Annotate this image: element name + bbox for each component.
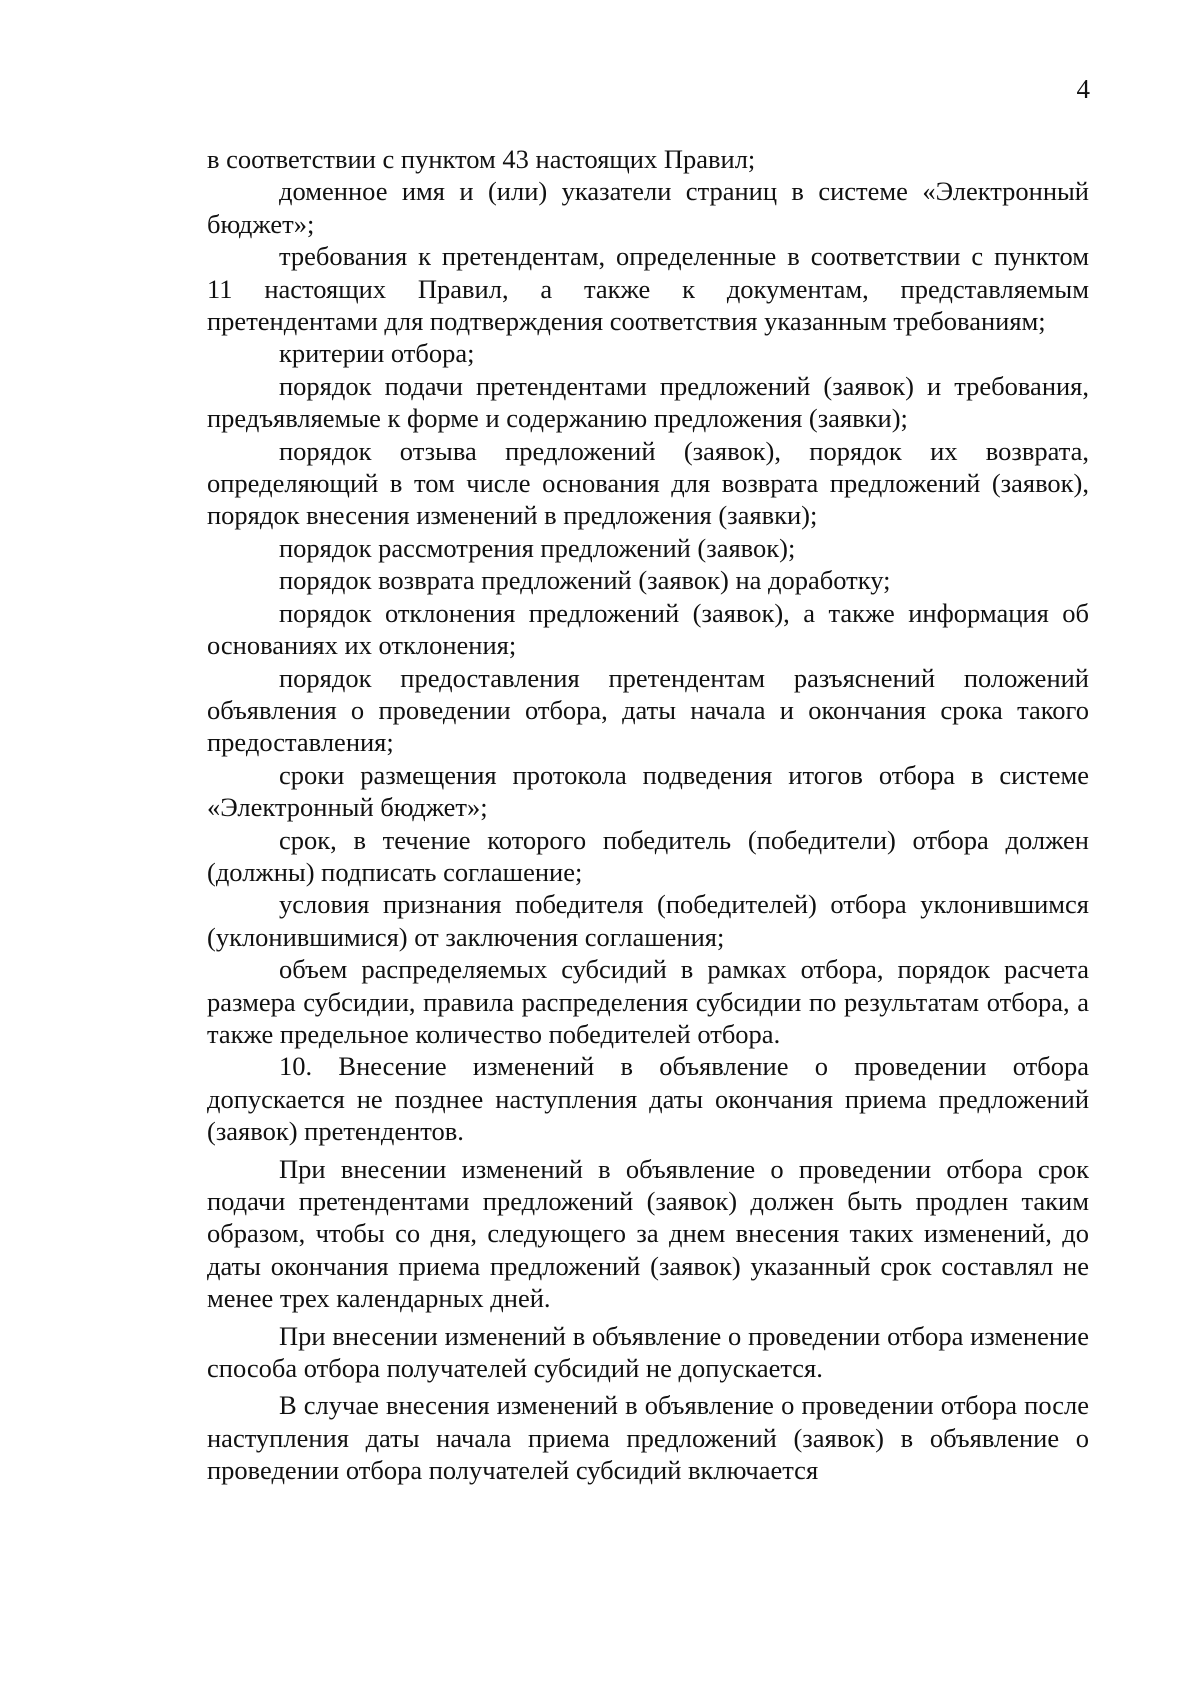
- paragraph: в соответствии с пунктом 43 настоящих Правил;: [207, 144, 756, 174]
- paragraph: В случае внесения изменений в объявление о проведении отбора после наступления даты начала приема предложений (заявок) в объявление о проведении отбора получателей субсидий включается: [207, 1390, 1089, 1486]
- paragraph: критерии отбора;: [279, 338, 475, 369]
- paragraph: порядок отзыва предложений (заявок), порядок их возврата, определяющий в том числе основания для возврата предложений (заявок), порядок внесения изменений в предложения (заявки);: [207, 435, 1089, 531]
- paragraph: требования к претендентам, определенные в соответствии с пунктом 11 настоящих Правил, а также к документам, представляемым претендентами для подтверждения соответствия указанным требованиям;: [207, 241, 1089, 337]
- paragraph: порядок подачи претендентами предложений (заявок) и требования, предъявляемые к форме и содержанию предложения (заявки);: [207, 370, 1089, 434]
- paragraph: При внесении изменений в объявление о проведении отбора изменение способа отбора получателей субсидий не допускается.: [207, 1320, 1089, 1384]
- paragraph: 10. Внесение изменений в объявление о проведении отбора допускается не позднее наступления даты окончания приема предложений (заявок) претендентов.: [207, 1051, 1089, 1147]
- paragraph: условия признания победителя (победителей) отбора уклонившимся (уклонившимися) от заключения соглашения;: [207, 889, 1089, 952]
- paragraph: При внесении изменений в объявление о проведении отбора срок подачи претендентами предложений (заявок) должен быть продлен таким образом, чтобы со дня, следующего за днем внесения таких изменений, до даты окончания приема предложений (заявок) указанный срок составлял не менее трех календарных дней.: [207, 1153, 1089, 1314]
- paragraph: порядок рассмотрения предложений (заявок);: [279, 532, 796, 563]
- paragraph: доменное имя и (или) указатели страниц в системе «Электронный бюджет»;: [207, 176, 1089, 239]
- paragraph: порядок возврата предложений (заявок) на доработку;: [279, 565, 891, 596]
- paragraph: срок, в течение которого победитель (победители) отбора должен (должны) подписать соглашение;: [207, 824, 1089, 887]
- page-number: 4: [1076, 74, 1090, 104]
- paragraph: сроки размещения протокола подведения итогов отбора в системе «Электронный бюджет»;: [207, 759, 1089, 823]
- paragraph: объем распределяемых субсидий в рамках отбора, порядок расчета размера субсидии, правила распределения субсидии по результатам отбора, а также предельное количество победителей отбора.: [207, 954, 1089, 1049]
- paragraph: порядок предоставления претендентам разъяснений положений объявления о проведении отбора, даты начала и окончания срока такого предоставления;: [207, 662, 1089, 758]
- paragraph: порядок отклонения предложений (заявок), а также информация об основаниях их отклонения;: [207, 597, 1089, 661]
- document-body: [207, 143, 1089, 1487]
